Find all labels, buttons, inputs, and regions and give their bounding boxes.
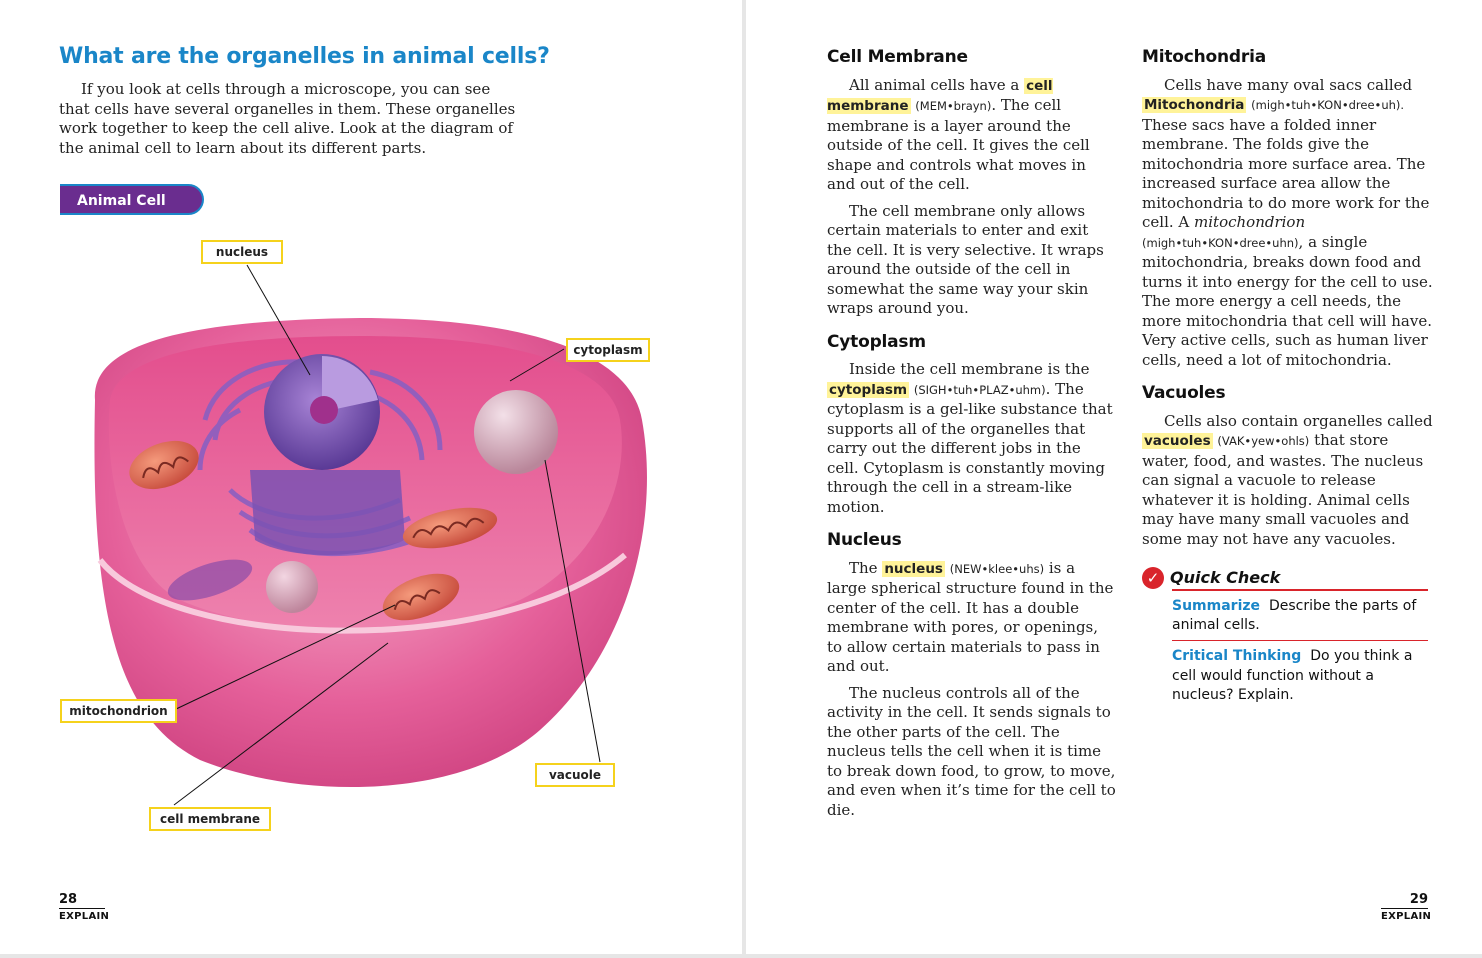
quick-check-header <box>1142 567 1434 589</box>
column-left <box>827 48 1117 827</box>
paragraph: Cells also contain organelles called vacuoles (VAK•yew•ohls) that store water, food, and wastes. The nucleus can signal a vacuole to release whatever it is holding. Animal cells may have many small vacuoles and some may not have any vacuoles. <box>1142 411 1433 548</box>
label-vacuole: vacuole <box>535 763 615 787</box>
heading-vacuoles: Vacuoles <box>1142 383 1226 403</box>
right-page <box>746 0 1482 954</box>
paragraph: Cells have many oval sacs called Mitochondria (migh•tuh•KON•dree•uh). These sacs have a folded inner membrane. The folds give the mitochondria more surface area. The increased surface area allow the mitochondria to do more work for the cell. A mitochondrion (migh•tuh•KON•dree•uhn), a single mitochondria, breaks down food and turns it into energy for the cell to use. The more energy a cell needs, the more mitochondria that cell will have. Very active cells, such as human liver cells, need a lot of mitochondria. <box>1142 75 1433 369</box>
paragraph: The nucleus controls all of the activity in the cell. It sends signals to the other parts of the cell. The nucleus tells the cell when it is time to break down food, to grow, to move, and even when it’s time for the cell to die. <box>827 683 1116 819</box>
quick-check-item <box>1172 591 1422 640</box>
term-highlight: vacuoles <box>1144 433 1211 449</box>
animal-cell-illustration <box>0 0 742 954</box>
intro-paragraph: If you look at cells through a microscope, you can see that cells have several organelles in them. These organelles work together to keep the cell alive. Look at the diagram of the animal cell to learn about its different parts. <box>59 80 516 157</box>
item-label: Summarize <box>1172 597 1261 614</box>
label-mitochondrion: mitochondrion <box>60 699 177 723</box>
item-text: Describe the parts of animal cells. <box>1172 597 1417 633</box>
term-highlight: cell membrane <box>827 77 1053 114</box>
paragraph: All animal cells have a cell membrane (MEM•brayn). The cell membrane is a layer around the outside of the cell. It gives the cell shape and controls what moves in and out of the cell. <box>827 75 1090 193</box>
vacuole-small <box>266 561 318 613</box>
pronunciation: (SIGH•tuh•PLAZ•uhm) <box>913 382 1046 397</box>
pronunciation: (NEW•klee•uhs) <box>949 561 1045 576</box>
quick-check-box <box>1142 567 1434 710</box>
quick-check-title: Quick Check <box>1170 568 1281 588</box>
page-number: 29 <box>1381 892 1428 909</box>
pronunciation: (VAK•yew•ohls) <box>1217 434 1310 448</box>
section-cell-membrane <box>827 48 1117 319</box>
pronunciation: (migh•tuh•KON•dree•uhn) <box>1142 235 1299 250</box>
paragraph: The nucleus (NEW•klee•uhs) is a large spherical structure found in the center of the cell. It has a double membrane with pores, or openings, to allow certain materials to pass in and out. <box>827 558 1114 675</box>
term-highlight: nucleus <box>884 560 943 577</box>
section-nucleus <box>827 531 1117 820</box>
heading-mitochondria: Mitochondria <box>1142 47 1266 67</box>
term-highlight: Mitochondria <box>1144 97 1245 113</box>
paragraph: Inside the cell membrane is the cytoplasm (SIGH•tuh•PLAZ•uhm). The cytoplasm is a gel-like substance that supports all of the organelles that carry out the different jobs in the cell. Cytoplasm is constantly moving through the cell in a stream-like motion. <box>827 360 1113 516</box>
diagram-banner: Animal Cell <box>60 184 204 215</box>
er-body <box>250 470 405 555</box>
section-vacuoles <box>1142 384 1434 549</box>
page-tag: EXPLAIN <box>59 911 110 922</box>
left-page <box>0 0 742 954</box>
nucleolus <box>310 396 338 424</box>
label-nucleus: nucleus <box>201 240 283 264</box>
column-right <box>1142 48 1434 710</box>
term-highlight: cytoplasm <box>829 381 908 398</box>
italic-term: mitochondrion <box>1194 213 1306 231</box>
page-number-right <box>1381 892 1432 922</box>
section-mitochondria <box>1142 48 1434 370</box>
label-cytoplasm: cytoplasm <box>566 338 650 362</box>
page-number: 28 <box>59 892 105 909</box>
heading-cytoplasm: Cytoplasm <box>827 331 926 352</box>
item-label: Critical Thinking <box>1172 648 1302 664</box>
heading-nucleus: Nucleus <box>827 530 902 550</box>
page-number-left <box>59 892 110 922</box>
page-tag: EXPLAIN <box>1381 911 1432 922</box>
page-title: What are the organelles in animal cells? <box>59 44 550 69</box>
pronunciation: (migh•tuh•KON•dree•uh). <box>1251 98 1405 112</box>
paragraph: The cell membrane only allows certain materials to enter and exit the cell. It is very selective. It wraps around the outside of the cell in somewhat the same way your skin wraps around you. <box>827 201 1104 317</box>
quick-check-item <box>1172 641 1422 710</box>
label-cell-membrane: cell membrane <box>149 807 271 831</box>
item-text: Do you think a cell would function without a nucleus? Explain. <box>1172 648 1413 703</box>
pronunciation: (MEM•brayn) <box>915 99 992 113</box>
check-icon: ✓ <box>1142 567 1164 589</box>
section-cytoplasm <box>827 333 1117 518</box>
heading-cell-membrane: Cell Membrane <box>827 47 968 67</box>
